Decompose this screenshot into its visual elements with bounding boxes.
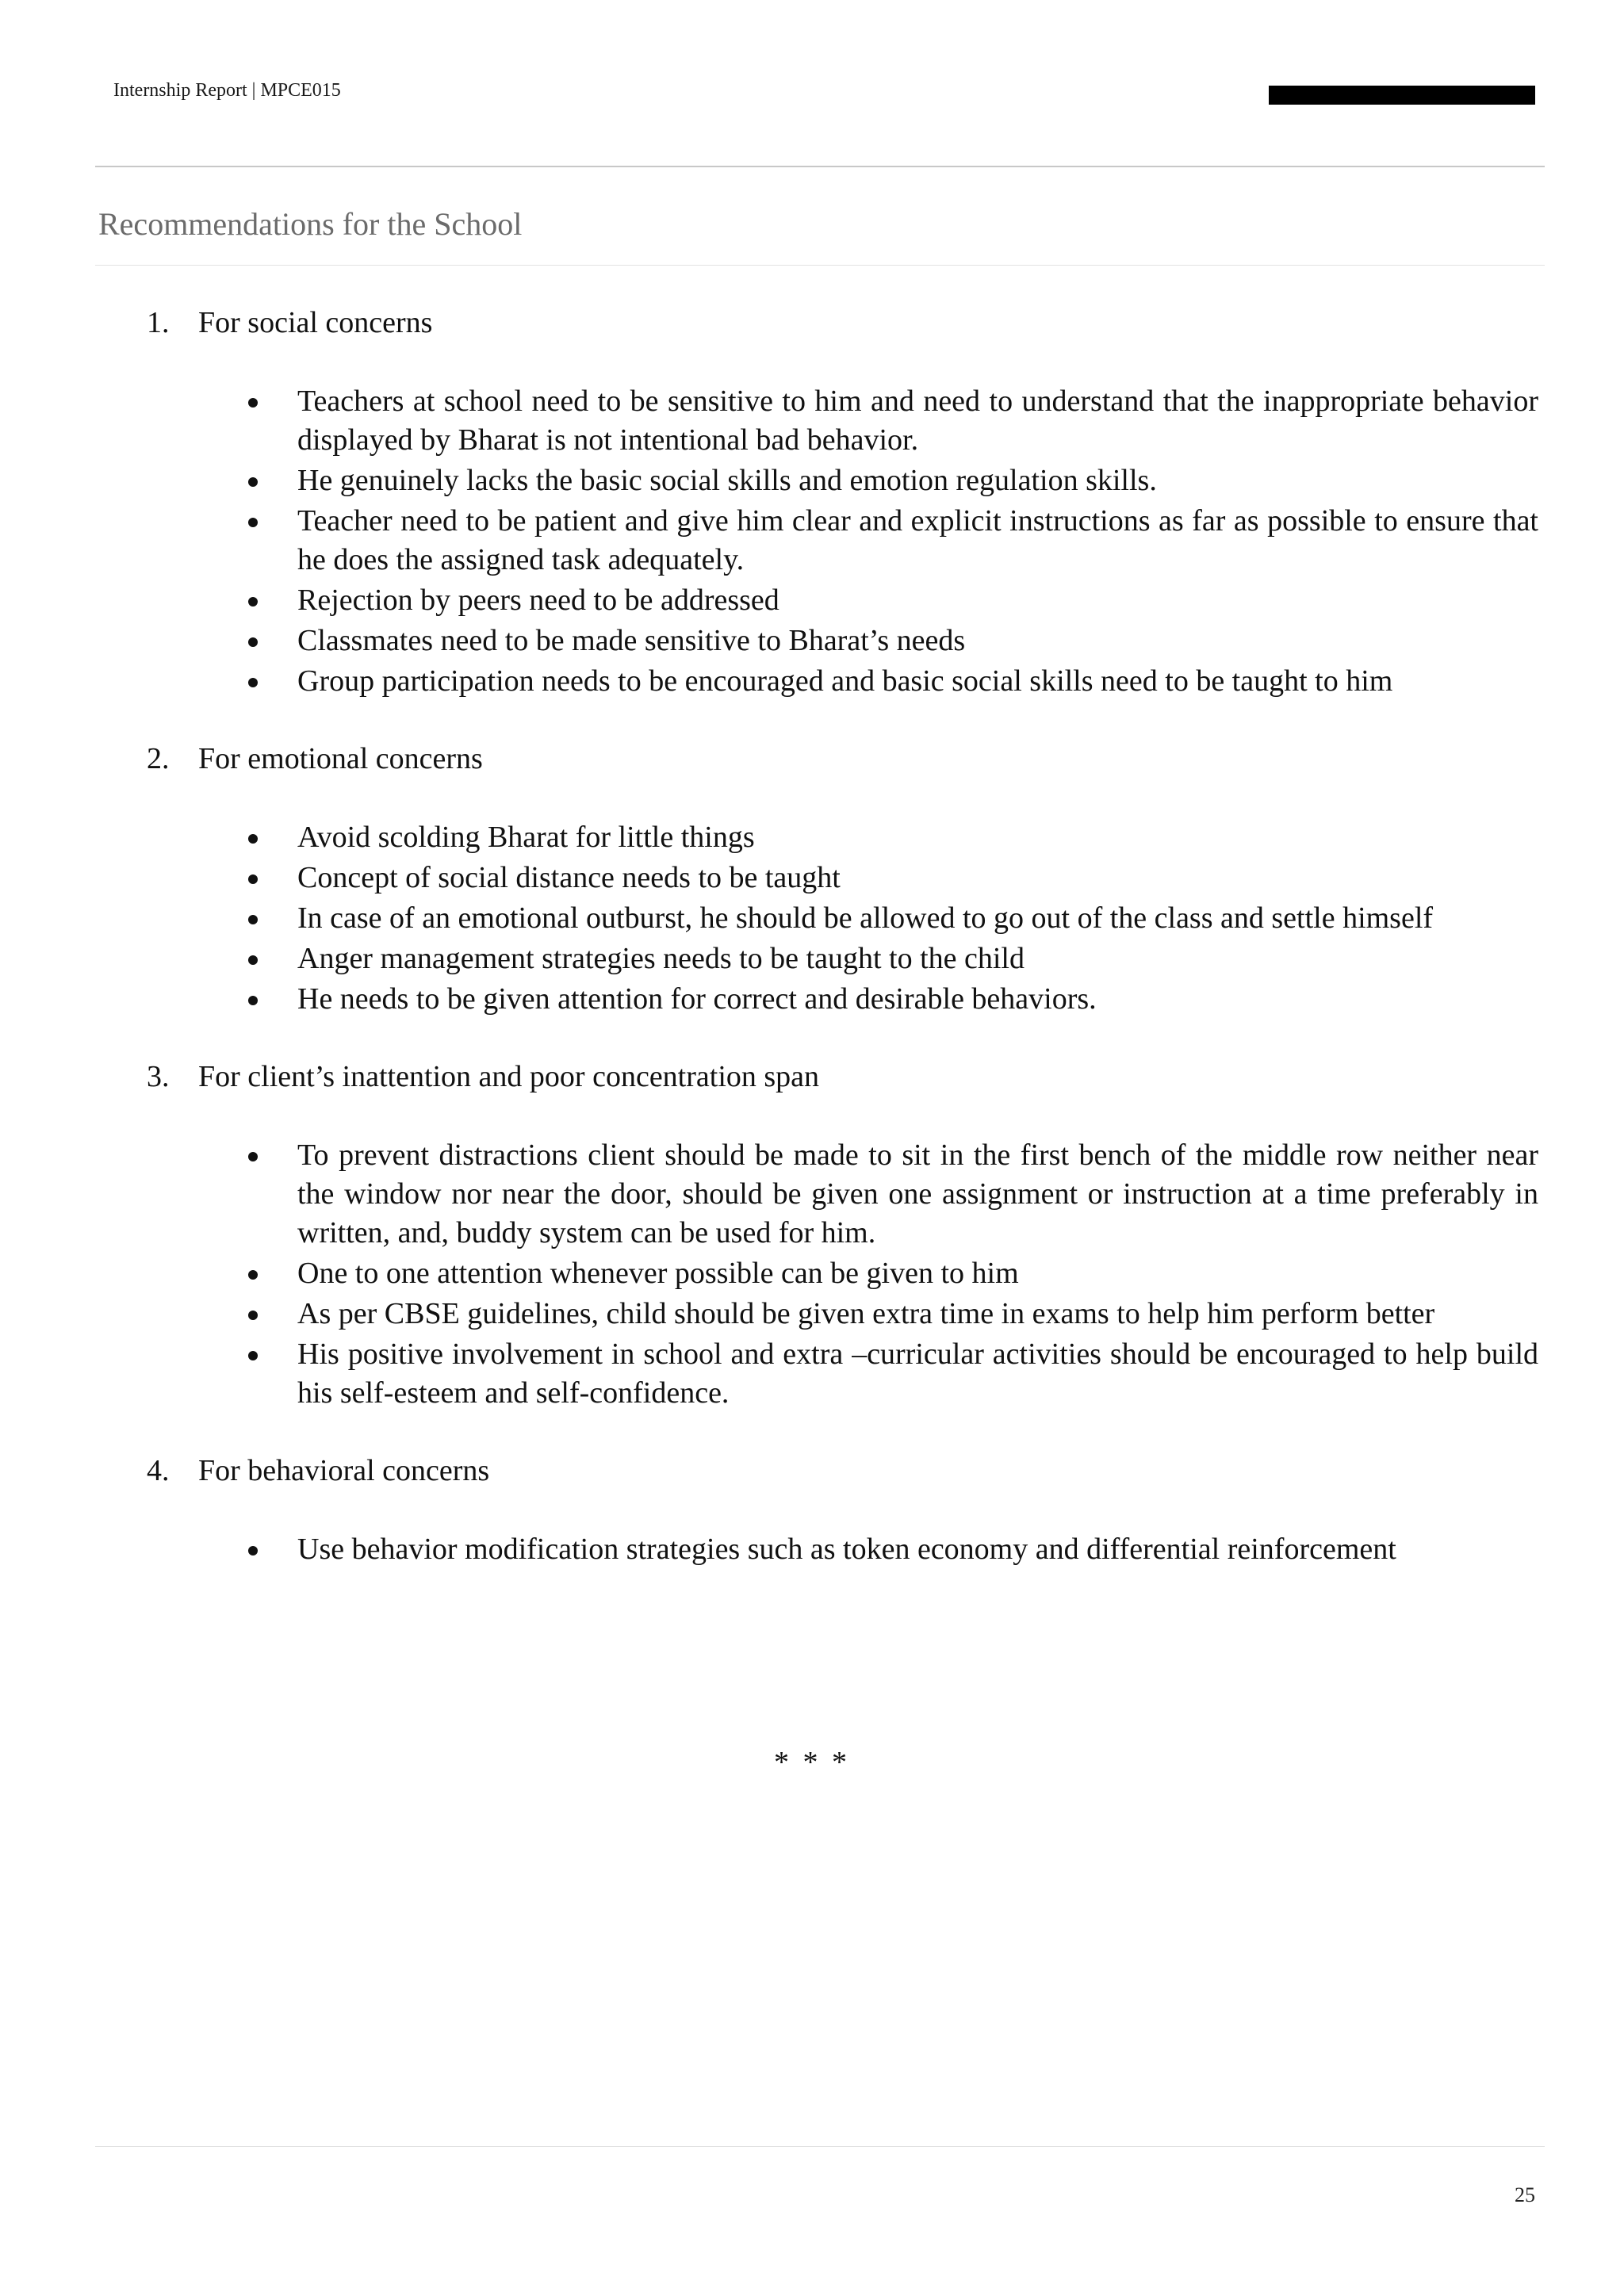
list-item: His positive involvement in school and extra –curricular activities should be encouraged to help build his self-esteem and self-confidence. — [0, 1335, 1624, 1413]
list-item: Teacher need to be patient and give him clear and explicit instructions as far as possible to ensure that he does the assigned task adequately. — [0, 502, 1624, 580]
section-inattention — [0, 1057, 1624, 1413]
section-heading: For behavioral concerns — [198, 1454, 490, 1487]
bullet-icon — [248, 1311, 258, 1320]
bullet-icon — [248, 996, 258, 1005]
bullet-icon — [248, 915, 258, 924]
list-item: To prevent distractions client should be made to sit in the first bench of the middle row neither near the window nor near the door, should be given one assignment or instruction at a time preferably in written, and, buddy system can be used for him. — [0, 1136, 1624, 1253]
list-item: Avoid scolding Bharat for little things — [0, 818, 1624, 857]
end-mark: * * * — [774, 1746, 850, 1779]
list-item: Use behavior modification strategies such as token economy and differential reinforcement — [0, 1530, 1624, 1569]
section-number: 4. — [147, 1454, 170, 1487]
section-emotional-concerns — [0, 739, 1624, 1019]
list-item: He genuinely lacks the basic social skills and emotion regulation skills. — [0, 461, 1624, 500]
bullet-icon — [248, 637, 258, 647]
redaction-bar — [1269, 86, 1535, 105]
list-item: As per CBSE guidelines, child should be given extra time in exams to help him perform better — [0, 1295, 1624, 1334]
bullet-icon — [248, 1270, 258, 1280]
bullet-icon — [248, 518, 258, 527]
list-item: Rejection by peers need to be addressed — [0, 581, 1624, 620]
running-header: Internship Report | MPCE015 — [113, 80, 341, 101]
title-divider — [95, 265, 1545, 266]
bullet-icon — [248, 1152, 258, 1161]
page-number: 25 — [1515, 2183, 1535, 2206]
section-behavioral-concerns — [0, 1451, 1624, 1569]
bullet-icon — [248, 1351, 258, 1360]
section-social-concerns — [0, 303, 1624, 701]
bullet-icon — [248, 955, 258, 965]
bullet-icon — [248, 597, 258, 607]
bullet-icon — [248, 398, 258, 408]
bullet-list — [0, 1136, 1624, 1413]
bullet-icon — [248, 477, 258, 487]
list-item: Classmates need to be made sensitive to Bharat’s needs — [0, 622, 1624, 660]
section-number: 1. — [147, 306, 170, 339]
list-item: In case of an emotional outburst, he should be allowed to go out of the class and settle himself — [0, 899, 1624, 938]
list-item: He needs to be given attention for correct and desirable behaviors. — [0, 980, 1624, 1019]
list-item: Concept of social distance needs to be taught — [0, 859, 1624, 897]
bullet-icon — [248, 678, 258, 687]
bullet-icon — [248, 874, 258, 884]
list-item: Group participation needs to be encouraged and basic social skills need to be taught to him — [0, 662, 1624, 701]
header-divider — [95, 166, 1545, 167]
section-heading: For social concerns — [198, 306, 433, 339]
bullet-list — [0, 382, 1624, 701]
recommendations-list — [0, 303, 1624, 1607]
list-item: Anger management strategies needs to be taught to the child — [0, 939, 1624, 978]
bullet-icon — [248, 834, 258, 844]
bullet-list — [0, 1530, 1624, 1569]
list-item: One to one attention whenever possible can be given to him — [0, 1254, 1624, 1293]
footer-divider — [95, 2146, 1545, 2147]
list-item: Teachers at school need to be sensitive to him and need to understand that the inappropriate behavior displayed by Bharat is not intentional bad behavior. — [0, 382, 1624, 460]
section-heading: For client’s inattention and poor concentration span — [198, 1060, 820, 1093]
section-number: 2. — [147, 742, 170, 775]
page-title: Recommendations for the School — [98, 206, 523, 242]
bullet-list — [0, 818, 1624, 1019]
bullet-icon — [248, 1546, 258, 1556]
section-heading: For emotional concerns — [198, 742, 483, 775]
section-number: 3. — [147, 1060, 170, 1093]
